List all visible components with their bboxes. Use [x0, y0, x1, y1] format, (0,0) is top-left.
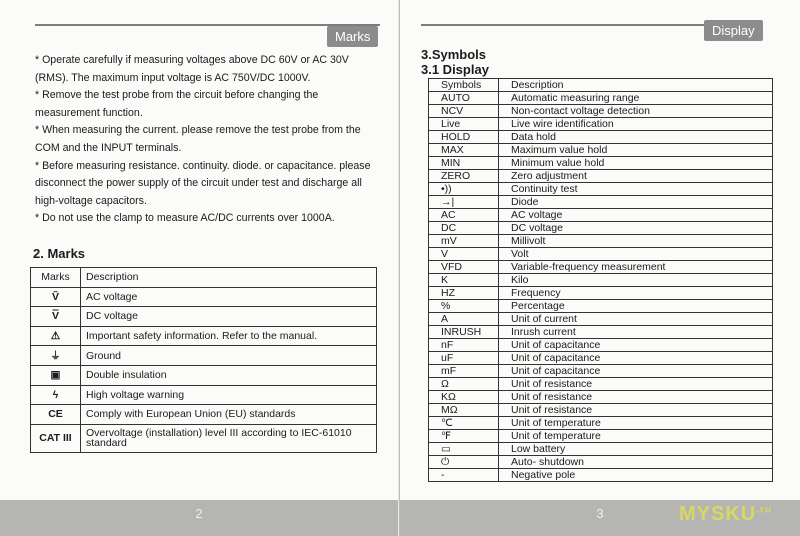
description-cell: Maximum value hold [499, 144, 773, 157]
symbol-cell: VFD [429, 261, 499, 274]
description-cell: DC voltage [81, 307, 377, 327]
description-cell: High voltage warning [81, 385, 377, 405]
page-number: 2 [195, 506, 203, 521]
description-cell: Inrush current [499, 326, 773, 339]
table-row [429, 118, 773, 131]
symbol-cell: ▭ [429, 443, 499, 456]
symbol-cell: Symbols [429, 79, 499, 92]
table-row [429, 404, 773, 417]
table-row [31, 307, 377, 327]
description-cell: Important safety information. Refer to the manual. [81, 326, 377, 346]
description-cell: Millivolt [499, 235, 773, 248]
table-row [31, 424, 377, 452]
mark-cell: ▣ [31, 365, 81, 385]
table-row [429, 339, 773, 352]
description-cell: Unit of capacitance [499, 339, 773, 352]
table-row [429, 261, 773, 274]
symbol-cell: ZERO [429, 170, 499, 183]
section-title: 2. Marks [33, 246, 86, 261]
table-row [429, 417, 773, 430]
table-row [31, 365, 377, 385]
description-cell: Volt [499, 248, 773, 261]
table-row [429, 144, 773, 157]
mark-cell: ⏚ [31, 346, 81, 366]
table-row [429, 92, 773, 105]
description-cell: Unit of temperature [499, 417, 773, 430]
description-cell: Diode [499, 196, 773, 209]
symbol-cell: nF [429, 339, 499, 352]
left-page [0, 0, 398, 536]
note: * When measuring the current. please remove the test probe from the COM and the INPUT terminals. [35, 124, 361, 154]
table-row [429, 79, 773, 92]
note: * Remove the test probe from the circuit before changing the measurement function. [35, 89, 319, 119]
mark-cell: ⚠ [31, 326, 81, 346]
table-row [429, 183, 773, 196]
description-cell: Variable-frequency measurement [499, 261, 773, 274]
description-cell: Kilo [499, 274, 773, 287]
table-row [31, 385, 377, 405]
symbol-cell: A [429, 313, 499, 326]
symbol-cell: K [429, 274, 499, 287]
description-cell: Live wire identification [499, 118, 773, 131]
description-cell: AC voltage [499, 209, 773, 222]
table-row [429, 300, 773, 313]
description-cell: Frequency [499, 287, 773, 300]
mark-cell: Ṽ [31, 287, 81, 307]
table-row [429, 105, 773, 118]
description-cell: Unit of resistance [499, 404, 773, 417]
description-cell: Zero adjustment [499, 170, 773, 183]
symbol-cell: V [429, 248, 499, 261]
safety-notes [35, 52, 380, 228]
section-tab-marks: Marks [327, 26, 378, 47]
symbol-cell: mV [429, 235, 499, 248]
description-cell: Low battery [499, 443, 773, 456]
description-cell: Unit of resistance [499, 391, 773, 404]
symbol-cell: HOLD [429, 131, 499, 144]
right-page [399, 0, 800, 536]
table-row [429, 313, 773, 326]
table-row [429, 131, 773, 144]
description-cell: Minimum value hold [499, 157, 773, 170]
symbol-cell: •)) [429, 183, 499, 196]
symbol-cell: mF [429, 365, 499, 378]
table-row [429, 274, 773, 287]
symbol-cell: Live [429, 118, 499, 131]
table-row [429, 170, 773, 183]
symbol-cell: ⏻ [429, 456, 499, 469]
table-row [31, 405, 377, 425]
description-cell: Unit of current [499, 313, 773, 326]
table-row [429, 248, 773, 261]
subsection-title: 3.1 Display [421, 62, 489, 77]
description-cell: Unit of temperature [499, 430, 773, 443]
mark-cell: CAT III [31, 424, 81, 452]
table-row [429, 456, 773, 469]
page-footer [0, 500, 398, 536]
symbol-cell: →| [429, 196, 499, 209]
symbol-cell: Ω [429, 378, 499, 391]
description-cell: Negative pole [499, 469, 773, 482]
table-row [429, 443, 773, 456]
symbol-cell: MIN [429, 157, 499, 170]
symbol-cell: DC [429, 222, 499, 235]
description-cell: Comply with European Union (EU) standards [81, 405, 377, 425]
table-row [429, 287, 773, 300]
page-number: 3 [596, 506, 604, 521]
description-cell: Auto- shutdown [499, 456, 773, 469]
symbol-cell: ℃ [429, 417, 499, 430]
symbol-cell: % [429, 300, 499, 313]
table-row [429, 222, 773, 235]
table-row [429, 326, 773, 339]
description-cell: Automatic measuring range [499, 92, 773, 105]
table-row [31, 287, 377, 307]
table-row [429, 469, 773, 482]
description-cell: AC voltage [81, 287, 377, 307]
note: * Do not use the clamp to measure AC/DC currents over 1000A. [35, 212, 335, 225]
description-cell: Description [499, 79, 773, 92]
marks-table [30, 267, 377, 453]
mark-cell: Marks [31, 268, 81, 288]
section-tab-display: Display [704, 20, 763, 41]
table-row [429, 235, 773, 248]
symbol-cell: MAX [429, 144, 499, 157]
mark-cell: V̿ [31, 307, 81, 327]
mark-cell: ϟ [31, 385, 81, 405]
description-cell: DC voltage [499, 222, 773, 235]
description-cell: Ground [81, 346, 377, 366]
description-cell: Data hold [499, 131, 773, 144]
table-row [31, 326, 377, 346]
section-title: 3.Symbols [421, 47, 487, 62]
description-cell: Unit of capacitance [499, 365, 773, 378]
table-row [429, 378, 773, 391]
description-cell: Unit of capacitance [499, 352, 773, 365]
table-row [429, 352, 773, 365]
table-row [429, 365, 773, 378]
symbol-cell: MΩ [429, 404, 499, 417]
symbol-cell: AUTO [429, 92, 499, 105]
description-cell: Non-contact voltage detection [499, 105, 773, 118]
symbol-cell: ℉ [429, 430, 499, 443]
table-row [429, 391, 773, 404]
table-row [429, 157, 773, 170]
description-cell: Double insulation [81, 365, 377, 385]
table-row [429, 209, 773, 222]
description-cell: Description [81, 268, 377, 288]
symbol-cell: HZ [429, 287, 499, 300]
table-row [31, 346, 377, 366]
note: * Before measuring resistance. continuity. diode. or capacitance. please disconnect the power supply of the circuit under test and discharge all high-voltage capacitors. [35, 159, 371, 207]
table-row [429, 196, 773, 209]
header-rule [421, 24, 706, 26]
table-row [429, 430, 773, 443]
symbol-cell: uF [429, 352, 499, 365]
symbol-cell: AC [429, 209, 499, 222]
table-row [31, 268, 377, 288]
description-cell: Unit of resistance [499, 378, 773, 391]
note: * Operate carefully if measuring voltages above DC 60V or AC 30V (RMS). The maximum input voltage is AC 750V/DC 1000V. [35, 54, 349, 84]
description-cell: Continuity test [499, 183, 773, 196]
symbol-cell: NCV [429, 105, 499, 118]
symbol-cell: INRUSH [429, 326, 499, 339]
watermark-logo: $MYSKU^{.ru}$ [678, 503, 772, 525]
description-cell: Percentage [499, 300, 773, 313]
description-cell: Overvoltage (installation) level III according to IEC-61010 standard [81, 424, 377, 452]
display-symbols-table [428, 78, 773, 482]
mark-cell: CE [31, 405, 81, 425]
symbol-cell: KΩ [429, 391, 499, 404]
symbol-cell: - [429, 469, 499, 482]
